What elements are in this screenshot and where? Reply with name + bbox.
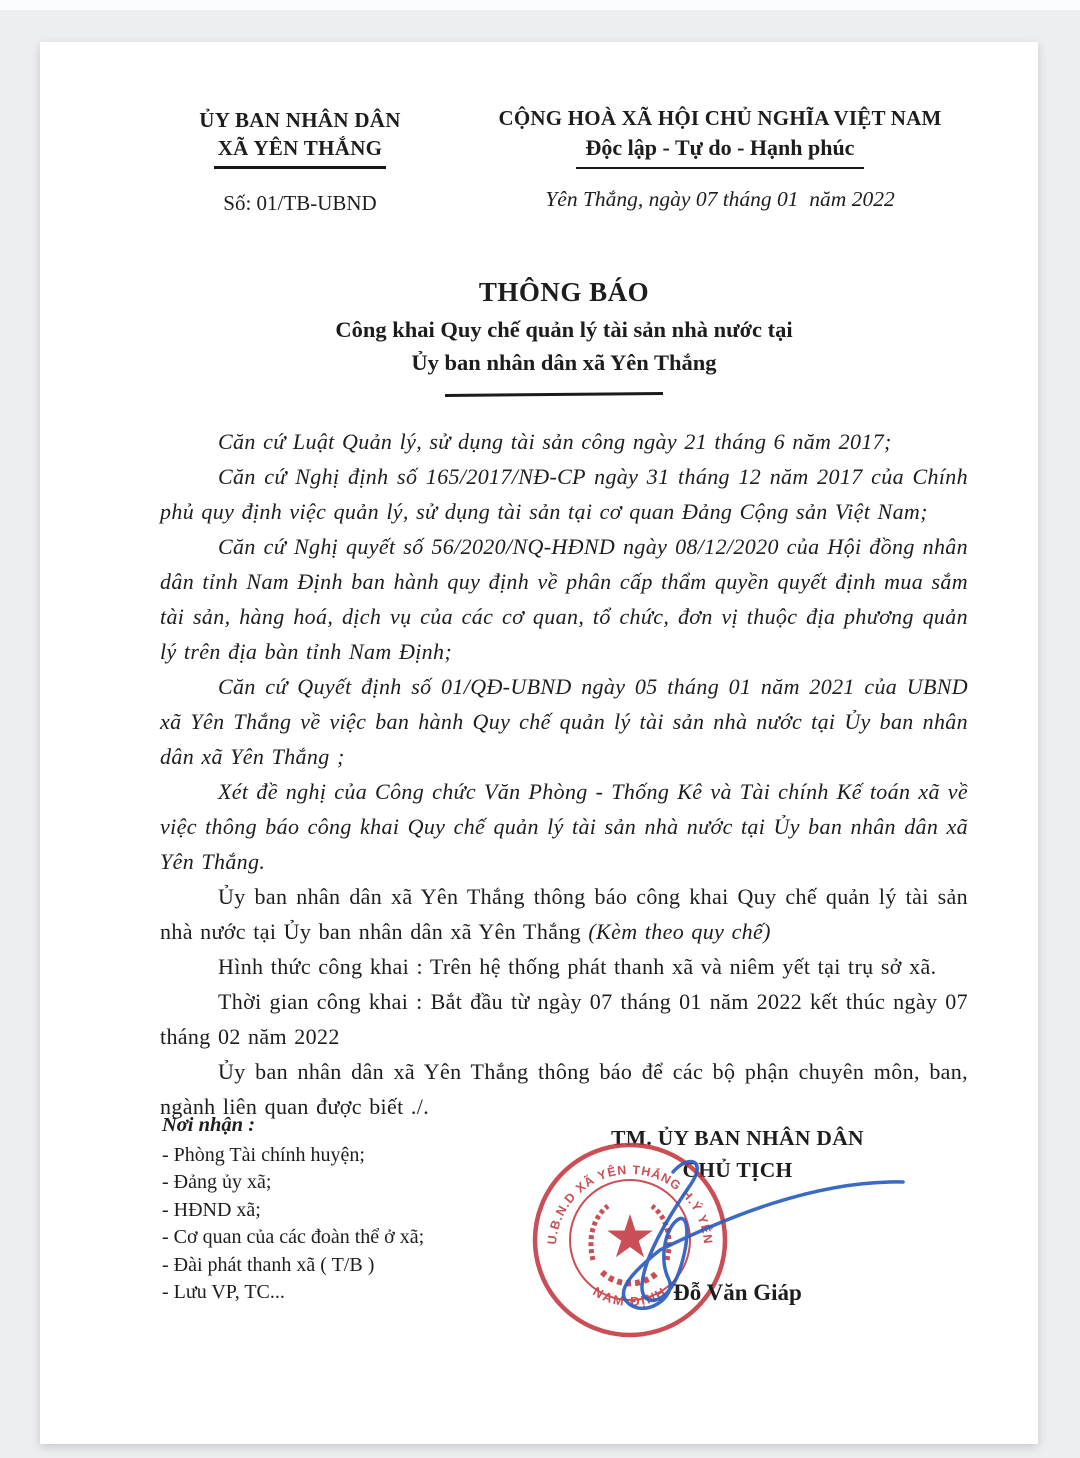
doc-type-title: THÔNG BÁO <box>478 277 650 307</box>
recipient-item: - Phòng Tài chính huyện; <box>162 1143 365 1166</box>
recipients-block <box>162 1112 522 1307</box>
national-motto-wrap <box>490 131 950 169</box>
cite-paragraph: Xét đề nghị của Công chức Văn Phòng - Thống Kê và Tài chính Kế toán xã về việc thông báo công khai Quy chế quản lý tài sản nhà nước tại Ủy ban nhân dân xã Yên Thắng. <box>160 779 968 874</box>
seal-arc-bottom-text: NAM ĐỊNH <box>590 1283 670 1310</box>
signer-name: Đỗ Văn Giáp <box>673 1280 802 1305</box>
subject-line-2: Ủy ban nhân dân xã Yên Thắng <box>411 350 717 376</box>
issuing-org-line2-wrap <box>100 133 500 169</box>
recipient-item: - Lưu VP, TC... <box>162 1281 285 1303</box>
subject-line-1: Công khai Quy chế quản lý tài sản nhà nước tại <box>335 316 793 342</box>
recipient-item: - Đảng ủy xã; <box>162 1171 272 1193</box>
document-page <box>40 42 1038 1444</box>
announcement-note: (Kèm theo quy chế) <box>588 919 771 944</box>
document-number: Số: 01/TB-UBND <box>223 191 377 215</box>
header-right-block <box>490 106 950 212</box>
recipients-label: Nơi nhận : <box>162 1114 256 1136</box>
issuing-org-line1: ỦY BAN NHÂN DÂN <box>199 108 401 132</box>
cite-paragraph: Căn cứ Quyết định số 01/QĐ-UBND ngày 05 tháng 01 năm 2021 của UBND xã Yên Thắng về việc ban hành Quy chế quản lý tài sản nhà nước tại Ủy ban nhân dân xã Yên Thắng ; <box>160 674 968 769</box>
scan-top-strip <box>0 0 1080 10</box>
cite-paragraph: Căn cứ Luật Quản lý, sử dụng tài sản công ngày 21 tháng 6 năm 2017; <box>218 429 892 454</box>
place-date-line: Yên Thắng, ngày 07 tháng 01 năm 2022 <box>545 187 895 211</box>
announcement-paragraph <box>160 879 968 949</box>
cite-paragraph: Căn cứ Nghị quyết số 56/2020/NQ-HĐND ngày 08/12/2020 của Hội đồng nhân dân tỉnh Nam Định ban hành quy định về phân cấp thẩm quyền quyết định mua sắm tài sản, hàng hoá, dịch vụ của các cơ quan, tổ chức, đơn vị thuộc địa phương quản lý trên địa bàn tỉnh Nam Định; <box>160 534 968 664</box>
recipient-item: - Đài phát thanh xã ( T/B ) <box>162 1253 375 1276</box>
title-block <box>160 272 968 396</box>
title-divider-rule <box>445 392 663 397</box>
body-text <box>160 424 968 1124</box>
announcement-text: Ủy ban nhân dân xã Yên Thắng thông báo công khai Quy chế quản lý tài sản nhà nước tại Ủy ban nhân dân xã Yên Thắng <box>160 884 968 944</box>
closing-paragraph: Ủy ban nhân dân xã Yên Thắng thông báo để các bộ phận chuyên môn, ban, ngành liên quan được biết ./. <box>160 1059 968 1119</box>
form-line-paragraph: Hình thức công khai : Trên hệ thống phát thanh xã và niêm yết tại trụ sở xã. <box>218 954 937 979</box>
recipient-item: - HĐND xã; <box>162 1198 261 1221</box>
signature-on-behalf: TM. ỦY BAN NHÂN DÂN <box>611 1126 864 1150</box>
seal-arc-top-text: U.B.N.D XÃ YÊN THẮNG H.Ý YÊN <box>544 1162 716 1246</box>
issuing-org-line2: XÃ YÊN THẮNG <box>214 136 387 169</box>
recipient-item: - Cơ quan của các đoàn thể ở xã; <box>162 1226 425 1248</box>
time-line-paragraph: Thời gian công khai : Bắt đầu từ ngày 07 tháng 01 năm 2022 kết thúc ngày 07 tháng 02 năm 2022 <box>160 989 968 1049</box>
cite-paragraph: Căn cứ Nghị định số 165/2017/NĐ-CP ngày 31 tháng 12 năm 2017 của Chính phủ quy định việc quản lý, sử dụng tài sản tại cơ quan Đảng Cộng sản Việt Nam; <box>160 464 968 524</box>
signature-position: CHỦ TỊCH <box>682 1158 793 1182</box>
national-motto-line: Độc lập - Tự do - Hạnh phúc <box>576 135 865 169</box>
header-left-block <box>100 108 500 216</box>
national-name-line: CỘNG HOÀ XÃ HỘI CHỦ NGHĨA VIỆT NAM <box>498 106 942 130</box>
